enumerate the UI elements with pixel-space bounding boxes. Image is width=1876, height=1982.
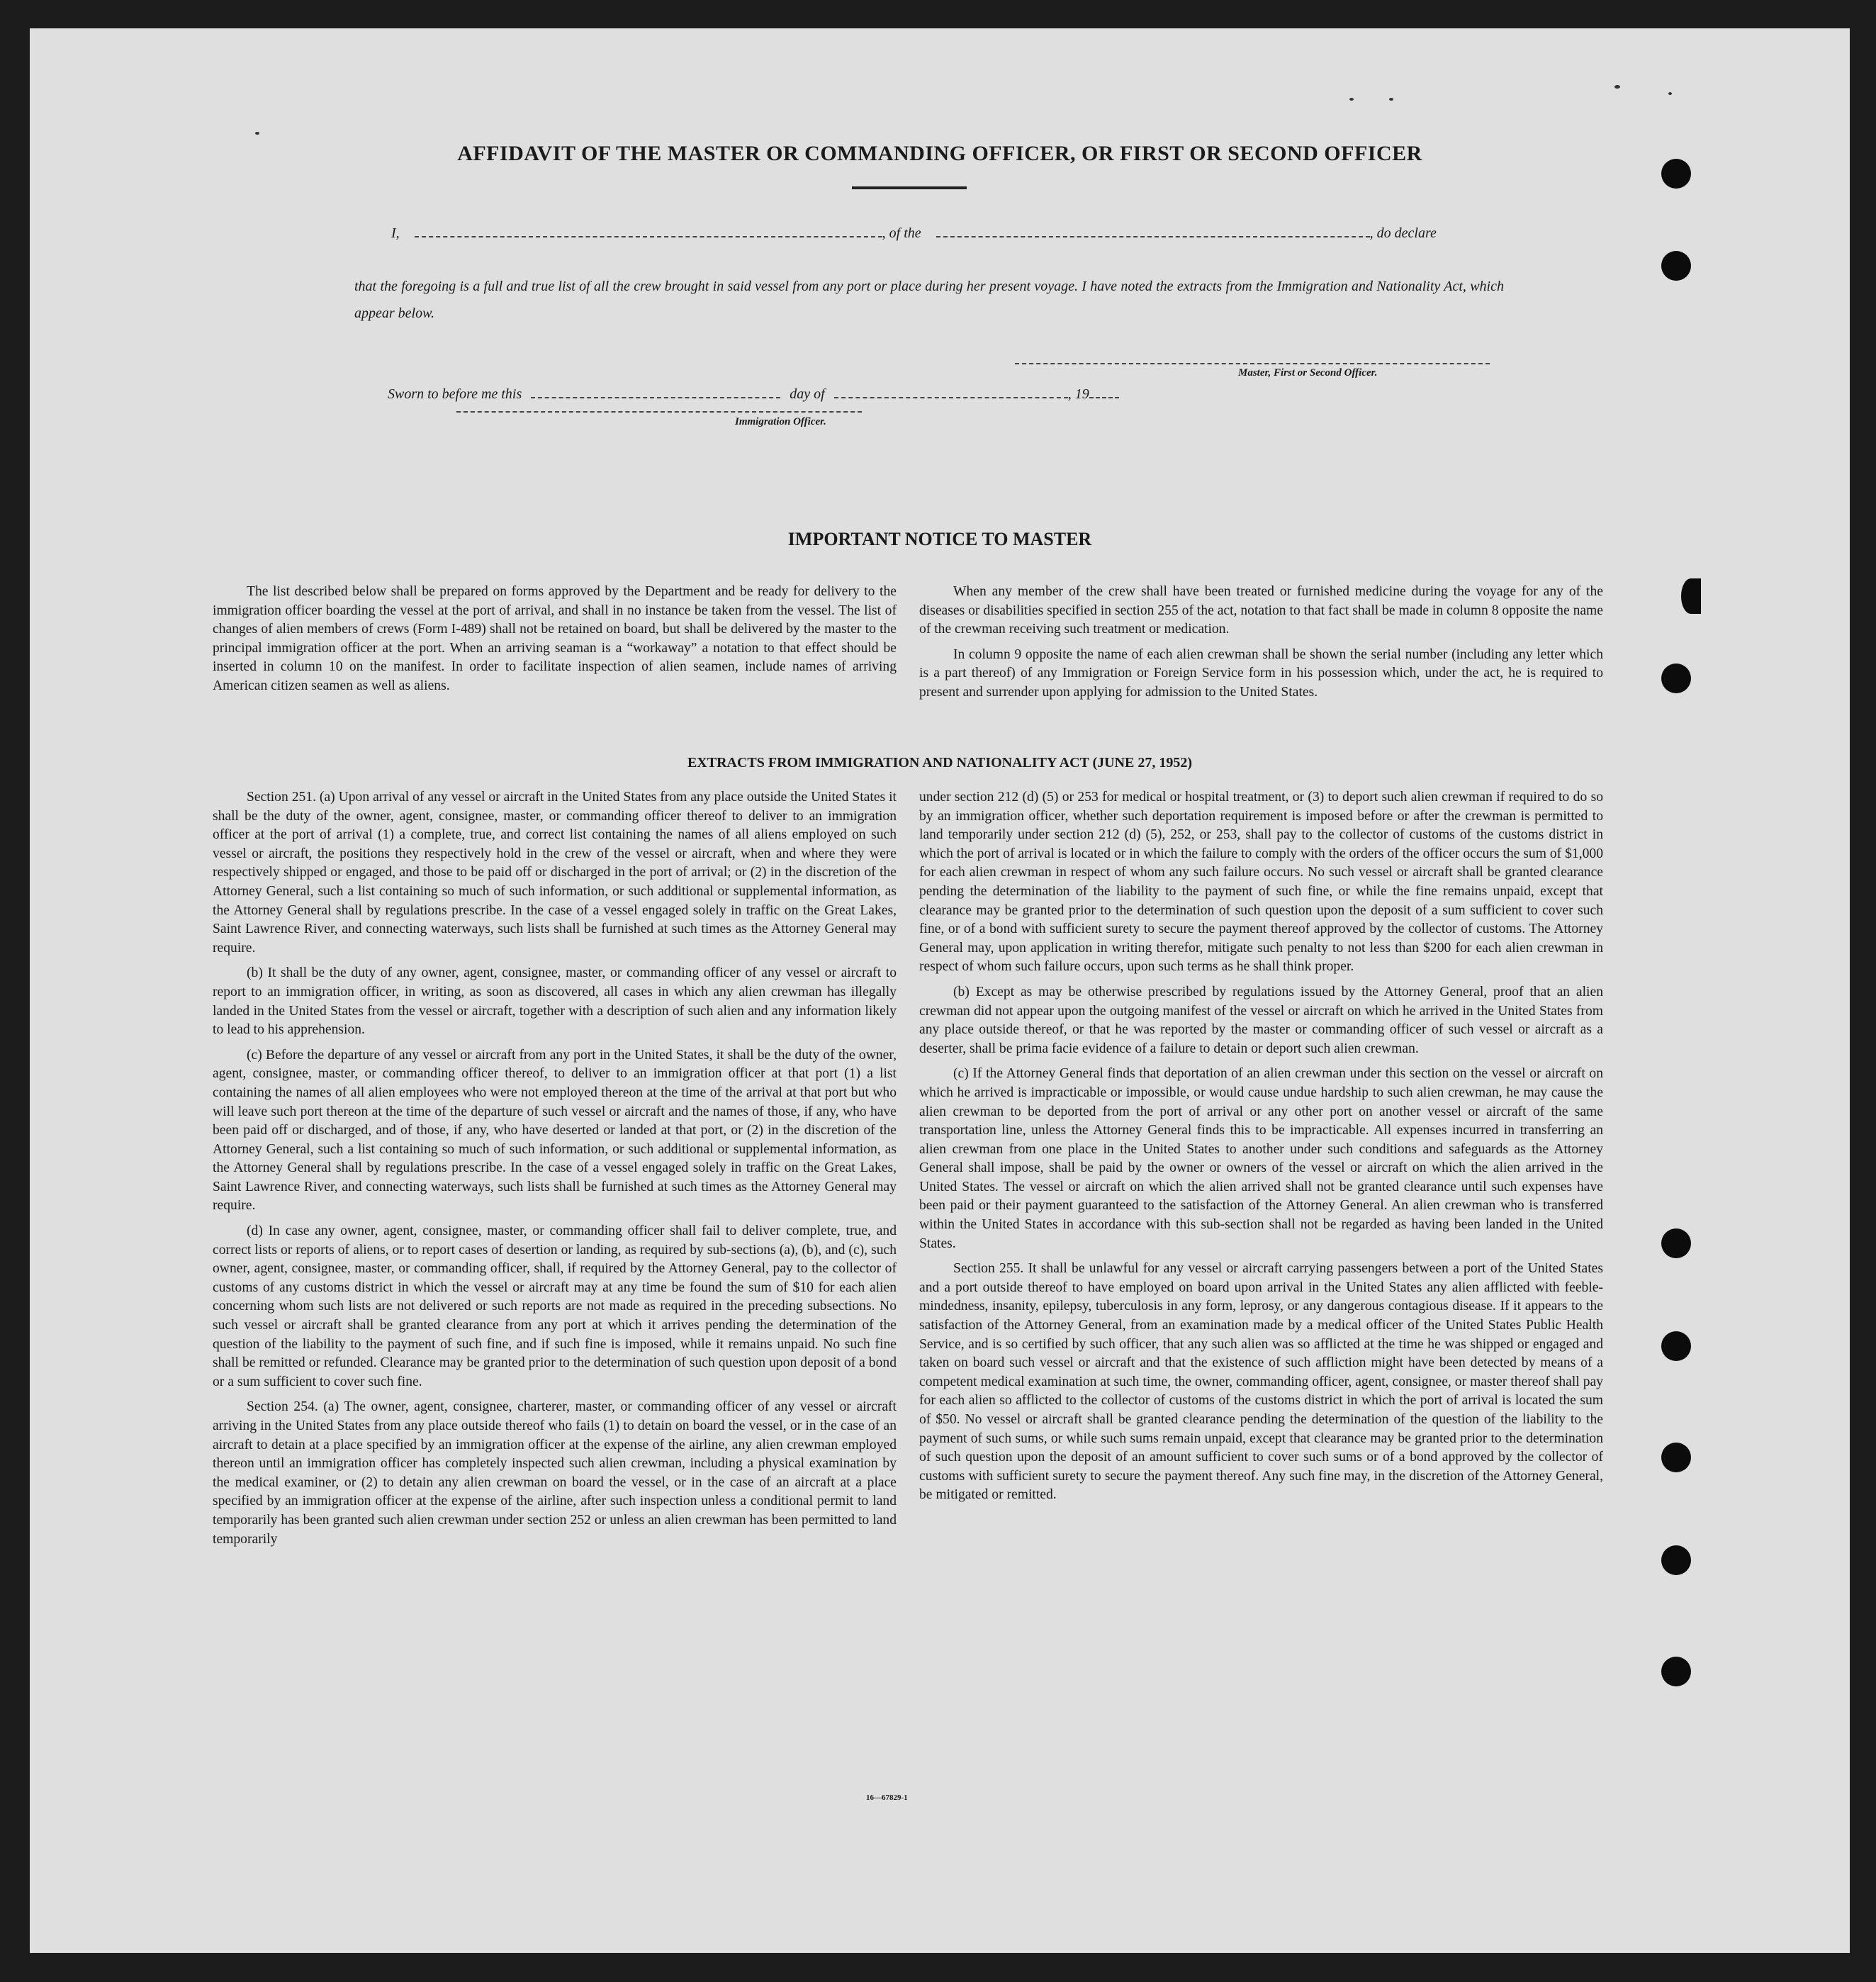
vessel-blank[interactable] (936, 226, 1370, 237)
name-blank[interactable] (415, 226, 882, 237)
binder-hole (1661, 1228, 1691, 1258)
section-251c: (c) Before the departure of any vessel or aircraft from any port in the United States, it shall be the duty of the owner, agent, consignee, master, or commanding officer thereof, to deliver to an immigration officer at that port (1) a list containing the names of all alien employees who were not employed thereon at the time of the arrival at that port but who will leave such port thereon at the time of the departure of such vessel or aircraft and the names of those, if any, who have been paid off or discharged, and of those, if any, who have deserted or landed at that port, or (2) in the discretion of the Attorney General, such a list containing so much of such information, or such additional or supplemental information, as the Attorney General shall by regulations prescribe. In the case of a vessel engaged solely in traffic on the Great Lakes, Saint Lawrence River, and connecting waterways, such lists shall be furnished at such times as the Attorney General may require. (213, 1047, 897, 1214)
binder-hole (1661, 1545, 1691, 1575)
affidavit-body: that the foregoing is a full and true list of all the crew brought in said vessel from any port or place during her present voyage. I have noted the extracts from the Immigration and Nationality Act, which appear below. (354, 279, 1504, 321)
scan-speck (1389, 98, 1393, 101)
extracts-left-column (213, 788, 897, 1555)
extracts-right-column (919, 788, 1603, 1511)
sworn-mid: day of (790, 386, 825, 402)
declaration-start: I, (391, 225, 400, 241)
section-254c: (c) If the Attorney General finds that deportation of an alien crewman under this section on the vessel or aircraft on which he arrived is impracticable or impossible, or would cause undue hardship to such alien crewman, he may cause the alien crewman to be deported from the port of arrival or any other port on another vessel or aircraft of the same transportation line, unless the Attorney General finds this to be impracticable. All expenses incurred in transferring an alien crewman from one place in the United States to another under such conditions and safeguards as the Attorney General shall impose, shall be paid by the owner or owners of the vessel or aircraft on which the alien arrived in the United States. The vessel or aircraft on which the alien arrived shall not be granted clearance until such expenses have been paid or their payment guaranteed to the satisfaction of the Attorney General. An alien crewman who is transferred within the United States in accordance with this sub-section shall not be regarded as having been landed in the United States. (919, 1066, 1603, 1251)
declaration-end: , do declare (1369, 225, 1437, 241)
notice-paragraph: When any member of the crew shall have been treated or furnished medicine during the voyage for any of the diseases or disabilities specified in section 255 of the act, notation to that fact shall be made in column 8 opposite the name of the crewman receiving such treatment or medication. (919, 584, 1603, 637)
officer-signature-line[interactable] (456, 411, 862, 413)
sworn-start: Sworn to before me this (388, 386, 522, 402)
section-254b: (b) Except as may be otherwise prescribed by regulations issued by the Attorney General, proof that an alien crewman did not appear upon the outgoing manifest of the vessel or aircraft on which he arrived in the United States from any place outside thereof, or that he was reported by the master or commanding officer of such vessel or aircraft as a deserter, shall be prima facie evidence of a failure to detain or deport such alien crewman. (919, 984, 1603, 1056)
declaration-mid: , of the (882, 225, 921, 241)
officer-caption: Immigration Officer. (735, 416, 826, 427)
notice-paragraph: The list described below shall be prepared on forms approved by the Department and be ready for delivery to the immigration officer boarding the vessel at the port of arrival, and shall in no instance be taken from the vessel. The list of changes of alien members of crews (Form I-489) shall not be retained on board, but shall be delivered by the master to the principal immigration officer at the port. When an arriving seaman is a “workaway” a notation to that effect should be inserted in column 10 on the manifest. In order to facilitate inspection of alien seamen, include names of arriving American citizen seamen as well as aliens. (213, 584, 897, 693)
notice-heading: IMPORTANT NOTICE TO MASTER (787, 529, 1092, 549)
master-signature-line[interactable] (1015, 363, 1490, 364)
binder-hole (1661, 251, 1691, 281)
binder-hole (1661, 664, 1691, 693)
notice-paragraph: In column 9 opposite the name of each alien crewman shall be shown the serial number (including any letter which is a part thereof) of any Immigration or Foreign Service form in his possession which, under the act, he is required to present and surrender upon applying for admission to the United States. (919, 646, 1603, 700)
section-251d: (d) In case any owner, agent, consignee, master, or commanding officer shall fail to deliver complete, true, and correct lists or reports of aliens, or to report cases of desertion or landing, as required by sub-sections (a), (b), and (c), such owner, agent, consignee, master, or commanding officer, shall, if required by the Attorney General, pay to the collector of customs of any customs district in which the vessel or aircraft may at any time be found the sum of $10 for each alien concerning whom such lists are not delivered or such reports are not made as required in the preceding subsections. No such vessel or aircraft shall be granted clearance from any port at which it arrives pending the determination of the question of the liability to the payment of such fine, and if such fine is imposed, while it remains unpaid. No such fine shall be remitted or refunded. Clearance may be granted prior to the determination of such question upon deposit of a bond or a sum sufficient to cover such fine. (213, 1224, 897, 1389)
sworn-year-prefix: , 19 (1067, 386, 1089, 402)
affidavit-title: AFFIDAVIT OF THE MASTER OR COMMANDING OFFICER, OR FIRST OR SECOND OFFICER (457, 142, 1422, 165)
section-255: Section 255. It shall be unlawful for any vessel or aircraft carrying passengers between a port of the United States and a port outside thereof to have employed on board upon arrival in the United States any alien afflicted with feeble-mindedness, insanity, epilepsy, tuberculosis in any form, leprosy, or any dangerous contagious disease. If it appears to the satisfaction of the Attorney General, from an examination made by a medical officer of the United States Public Health Service, and is so certified by such officer, that any such alien was so afflicted at the time he was shipped or engaged and taken on board such vessel or aircraft and that the existence of such affliction might have been detected by means of a competent medical examination at such time, the owner, commanding officer, agent, consignee, or master thereof shall pay for each alien so afflicted to the collector of customs of the customs district in which the port of arrival is located the sum of $50. No vessel or aircraft shall be granted clearance pending the determination of the question of the liability to the payment of such sums, or while such sums remain unpaid, except that clearance may be granted prior to the determination of such question upon the deposit of an amount sufficient to cover such sums or of a bond approved by the collector of customs with sufficient surety to secure the payment thereof. Any such fine may, in the discretion of the Attorney General, be mitigated or remitted. (919, 1261, 1603, 1503)
sworn-year-blank[interactable] (1089, 387, 1119, 398)
section-254a-cont: under section 212 (d) (5) or 253 for medical or hospital treatment, or (3) to deport such alien crewman if required to do so by an immigration officer, whether such deportation requirement is imposed before or after the crewman is permitted to land temporarily under section 212 (d) (5), 252, or 253, shall pay to the collector of customs of the customs district in which the port of arrival is located or in which the failure to comply with the orders of the officer occurs the sum of $1,000 for each alien crewman in respect of whom any such failure occurs. No such vessel or aircraft shall be granted clearance pending the determination of the liability to the payment of such fine, or while the fine remains unpaid, except that clearance may be granted prior to the determination of such question upon the deposit of a sum sufficient to cover such fine, or of a bond with sufficient surety to secure the payment thereof approved by the collector of customs. The Attorney General may, upon application in writing therefor, mitigate such penalty to not less than $200 for each alien crewman in respect of whom such failure occurs, upon such terms as he shall think proper. (919, 790, 1603, 975)
sworn-line (388, 386, 1119, 403)
binder-hole (1661, 1657, 1691, 1686)
scan-speck (1614, 85, 1620, 89)
document-page (30, 28, 1850, 1953)
extracts-heading: EXTRACTS FROM IMMIGRATION AND NATIONALITY ACT (JUNE 27, 1952) (687, 755, 1193, 771)
binder-hole-partial (1681, 578, 1701, 614)
section-254a: Section 254. (a) The owner, agent, consignee, charterer, master, or commanding officer of any vessel or aircraft arriving in the United States from any place outside thereof who fails (1) to detain on board the vessel, or in the case of an aircraft to detain at a place specified by an immigration officer at the expense of the airline, any alien crewman employed thereon until an immigration officer has completely inspected such alien crewman, including a physical examination by the medical examiner, or (2) to detain any alien crewman on board the vessel, or in the case of an aircraft at a place specified by an immigration officer at the expense of the airline, after such inspection unless a conditional permit to land temporarily has been granted such alien crewman under section 252 or unless an alien crewman has been permitted to land temporarily (213, 1399, 897, 1547)
scan-speck (1668, 92, 1672, 95)
sworn-day-blank[interactable] (531, 387, 780, 398)
form-code: 16—67829-1 (866, 1793, 908, 1802)
notice-left-column (213, 583, 897, 702)
binder-hole (1661, 1331, 1691, 1361)
section-251a: Section 251. (a) Upon arrival of any vessel or aircraft in the United States from any place outside the United States it shall be the duty of the owner, agent, consignee, master, or commanding officer thereof to deliver to an immigration officer at the port of arrival (1) a complete, true, and correct list containing the names of all aliens employed on such vessel or aircraft, the positions they respectively hold in the crew of the vessel or aircraft, when and where they were respectively shipped or engaged, and those to be paid off or discharged in the port of arrival; or (2) in the discretion of the Attorney General, such a list containing so much of such information, or such additional or supplemental information, as the Attorney General shall by regulations prescribe. In the case of a vessel engaged solely in traffic on the Great Lakes, Saint Lawrence River, and connecting waterways, such lists shall be furnished at such times as the Attorney General may require. (213, 790, 897, 956)
scan-speck (255, 132, 259, 135)
master-caption: Master, First or Second Officer. (1238, 367, 1378, 379)
sworn-month-blank[interactable] (834, 387, 1068, 398)
section-251b: (b) It shall be the duty of any owner, agent, consignee, master, or commanding officer of any vessel or aircraft to report to an immigration officer, in writing, as soon as discovered, all cases in which any alien crewman has illegally landed in the United States from the vessel or aircraft, together with a description of such alien and any information likely to lead to his apprehension. (213, 965, 897, 1038)
binder-hole (1661, 1443, 1691, 1472)
scan-speck (1349, 98, 1354, 101)
title-rule (852, 186, 967, 189)
declaration-line (391, 225, 1437, 242)
notice-right-column (919, 583, 1603, 709)
